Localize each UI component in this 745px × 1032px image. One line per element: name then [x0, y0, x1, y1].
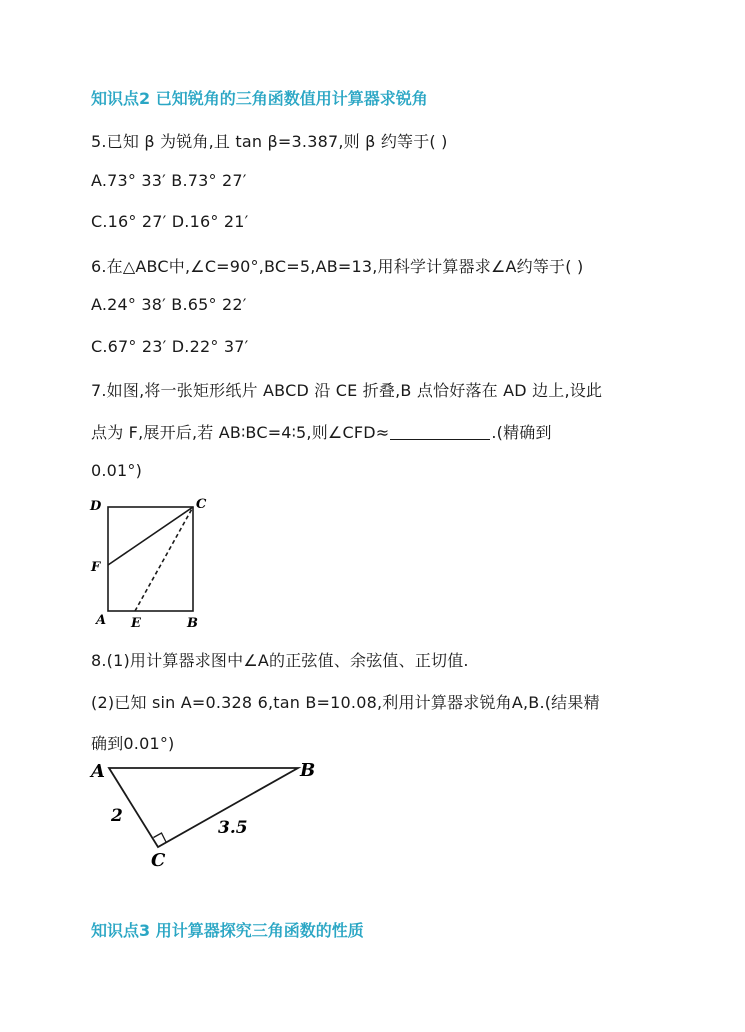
question-7-line-2-end: .(精确到: [491, 423, 552, 442]
label-c: C: [151, 850, 166, 871]
triangle-acb: [109, 768, 298, 847]
question-8-line-2: (2)已知 sin A=0.328 6,tan B=10.08,利用计算器求锐角A,B.(结果精: [91, 693, 600, 712]
label-a: A: [96, 613, 107, 628]
side-ac-length: 2: [111, 806, 123, 826]
question-5-options-ab: A.73° 33′ B.73° 27′: [91, 171, 247, 190]
question-6-options-ab: A.24° 38′ B.65° 22′: [91, 295, 247, 314]
question-8-line-3: 确到0.01°): [91, 734, 175, 753]
label-a: A: [91, 761, 105, 782]
question-6-options-cd: C.67° 23′ D.22° 37′: [91, 337, 249, 356]
question-7-line-2: [91, 420, 552, 443]
label-b: B: [187, 616, 198, 631]
right-angle-mark: [154, 833, 167, 842]
question-7-line-2-text: 点为 F,展开后,若 AB∶BC=4∶5,则∠CFD≈: [91, 423, 390, 442]
label-d: D: [90, 499, 102, 514]
label-b: B: [300, 760, 316, 781]
section-heading-3: 知识点3 用计算器探究三角函数的性质: [91, 921, 364, 940]
segment-fc: [108, 507, 193, 565]
section-heading-2: 知识点2 已知锐角的三角函数值用计算器求锐角: [91, 89, 428, 108]
question-5-stem: 5.已知 β 为锐角,且 tan β=3.387,则 β 约等于( ): [91, 132, 448, 151]
fold-line-ce: [135, 507, 193, 611]
label-c: C: [196, 497, 207, 512]
right-triangle-figure: [85, 755, 335, 873]
answer-blank[interactable]: [390, 438, 490, 440]
rectangle-abcd: [108, 507, 193, 611]
question-5-options-cd: C.16° 27′ D.16° 21′: [91, 212, 249, 231]
label-e: E: [131, 616, 141, 631]
rectangle-fold-figure: [85, 492, 215, 634]
side-bc-length: 3.5: [218, 818, 248, 838]
question-7-line-3: 0.01°): [91, 461, 143, 480]
question-6-stem: 6.在△ABC中,∠C=90°,BC=5,AB=13,用科学计算器求∠A约等于( ): [91, 257, 584, 276]
question-7-line-1: 7.如图,将一张矩形纸片 ABCD 沿 CE 折叠,B 点恰好落在 AD 边上,设此: [91, 381, 603, 400]
question-8-line-1: 8.(1)用计算器求图中∠A的正弦值、余弦值、正切值.: [91, 651, 469, 670]
label-f: F: [91, 560, 101, 575]
